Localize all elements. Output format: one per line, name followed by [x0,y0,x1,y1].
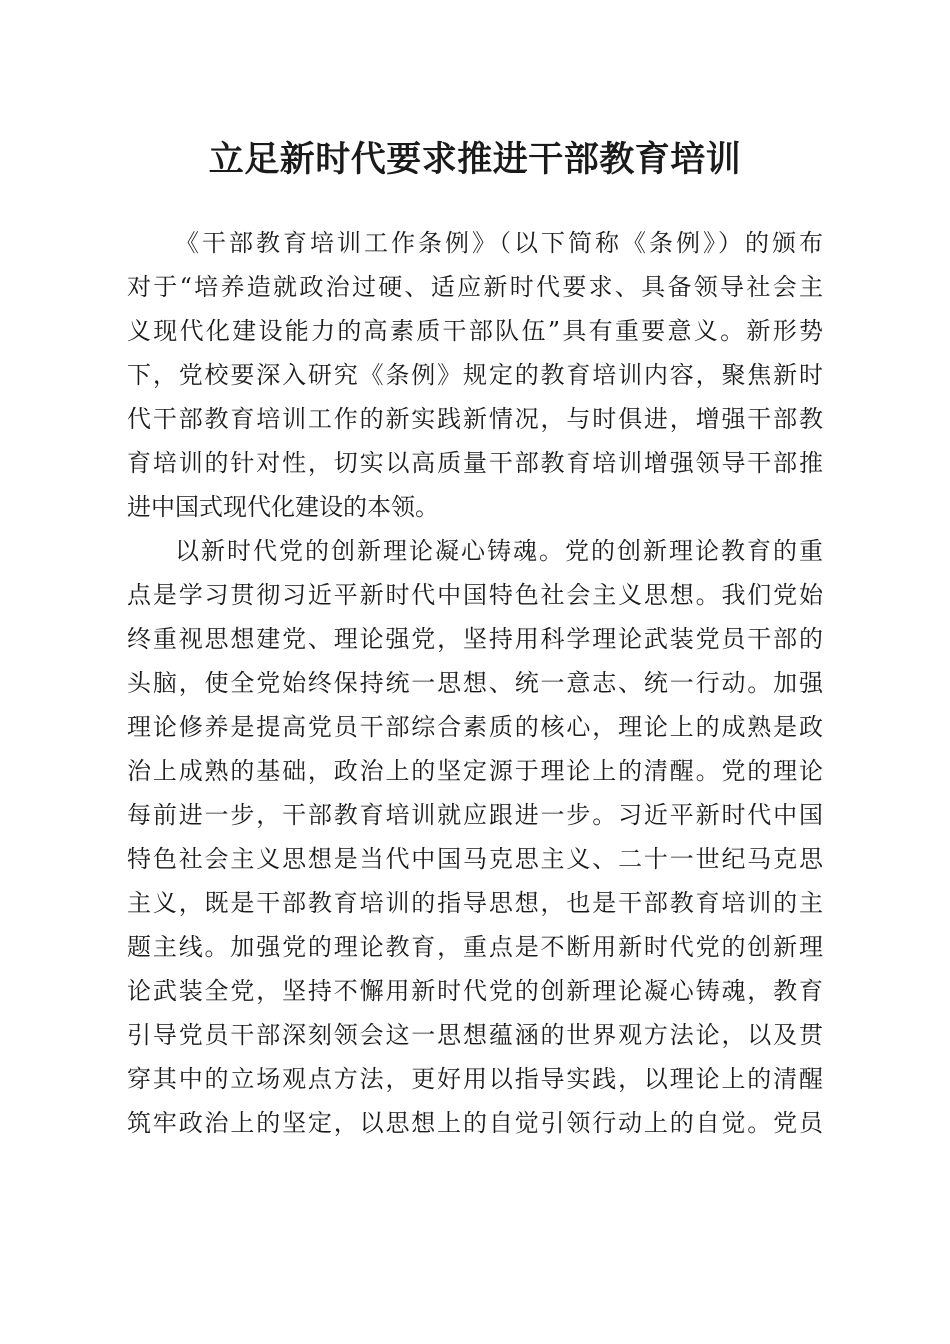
paragraph-2-line-9: 主义，既是干部教育培训的指导思想，也是干部教育培训的主 [127,889,823,917]
paragraph-1-line-7: 进中国式现代化建设的本领。 [127,493,439,521]
paragraph-2-line-14: 筑牢政治上的坚定，以思想上的自觉引领行动上的自觉。党员 [127,1109,823,1137]
paragraph-2-line-12: 引导党员干部深刻领会这一思想蕴涵的世界观方法论，以及贯 [127,1021,823,1049]
paragraph-2-line-7: 每前进一步，干部教育培训就应跟进一步。习近平新时代中国 [127,801,823,829]
paragraph-2-line-3: 终重视思想建党、理论强党，坚持用科学理论武装党员干部的 [127,625,823,653]
paragraph-2-line-10: 题主线。加强党的理论教育，重点是不断用新时代党的创新理 [127,933,823,961]
paragraph-1-line-5: 代干部教育培训工作的新实践新情况，与时俱进，增强干部教 [127,405,823,433]
paragraph-2-line-2: 点是学习贯彻习近平新时代中国特色社会主义思想。我们党始 [127,581,823,609]
paragraph-2-line-8: 特色社会主义思想是当代中国马克思主义、二十一世纪马克思 [127,845,823,873]
paragraph-2-line-11: 论武装全党，坚持不懈用新时代党的创新理论凝心铸魂，教育 [127,977,823,1005]
paragraph-1-line-1: 《干部教育培训工作条例》（以下简称《条例》）的颁布 [175,229,823,257]
paragraph-2-line-4: 头脑，使全党始终保持统一思想、统一意志、统一行动。加强 [127,669,823,697]
paragraph-2-line-6: 治上成熟的基础，政治上的坚定源于理论上的清醒。党的理论 [127,757,823,785]
paragraph-1-line-6: 育培训的针对性，切实以高质量干部教育培训增强领导干部推 [127,449,823,477]
paragraph-1-line-2: 对于“培养造就政治过硬、适应新时代要求、具备领导社会主 [127,273,823,301]
paragraph-2-line-1: 以新时代党的创新理论凝心铸魂。党的创新理论教育的重 [175,537,823,565]
paragraph-2-line-13: 穿其中的立场观点方法，更好用以指导实践，以理论上的清醒 [127,1065,823,1093]
paragraph-1-line-4: 下，党校要深入研究《条例》规定的教育培训内容，聚焦新时 [127,361,823,389]
paragraph-2-line-5: 理论修养是提高党员干部综合素质的核心，理论上的成熟是政 [127,713,823,741]
document-title: 立足新时代要求推进干部教育培训 [208,139,742,180]
paragraph-1-line-3: 义现代化建设能力的高素质干部队伍”具有重要意义。新形势 [127,317,823,345]
